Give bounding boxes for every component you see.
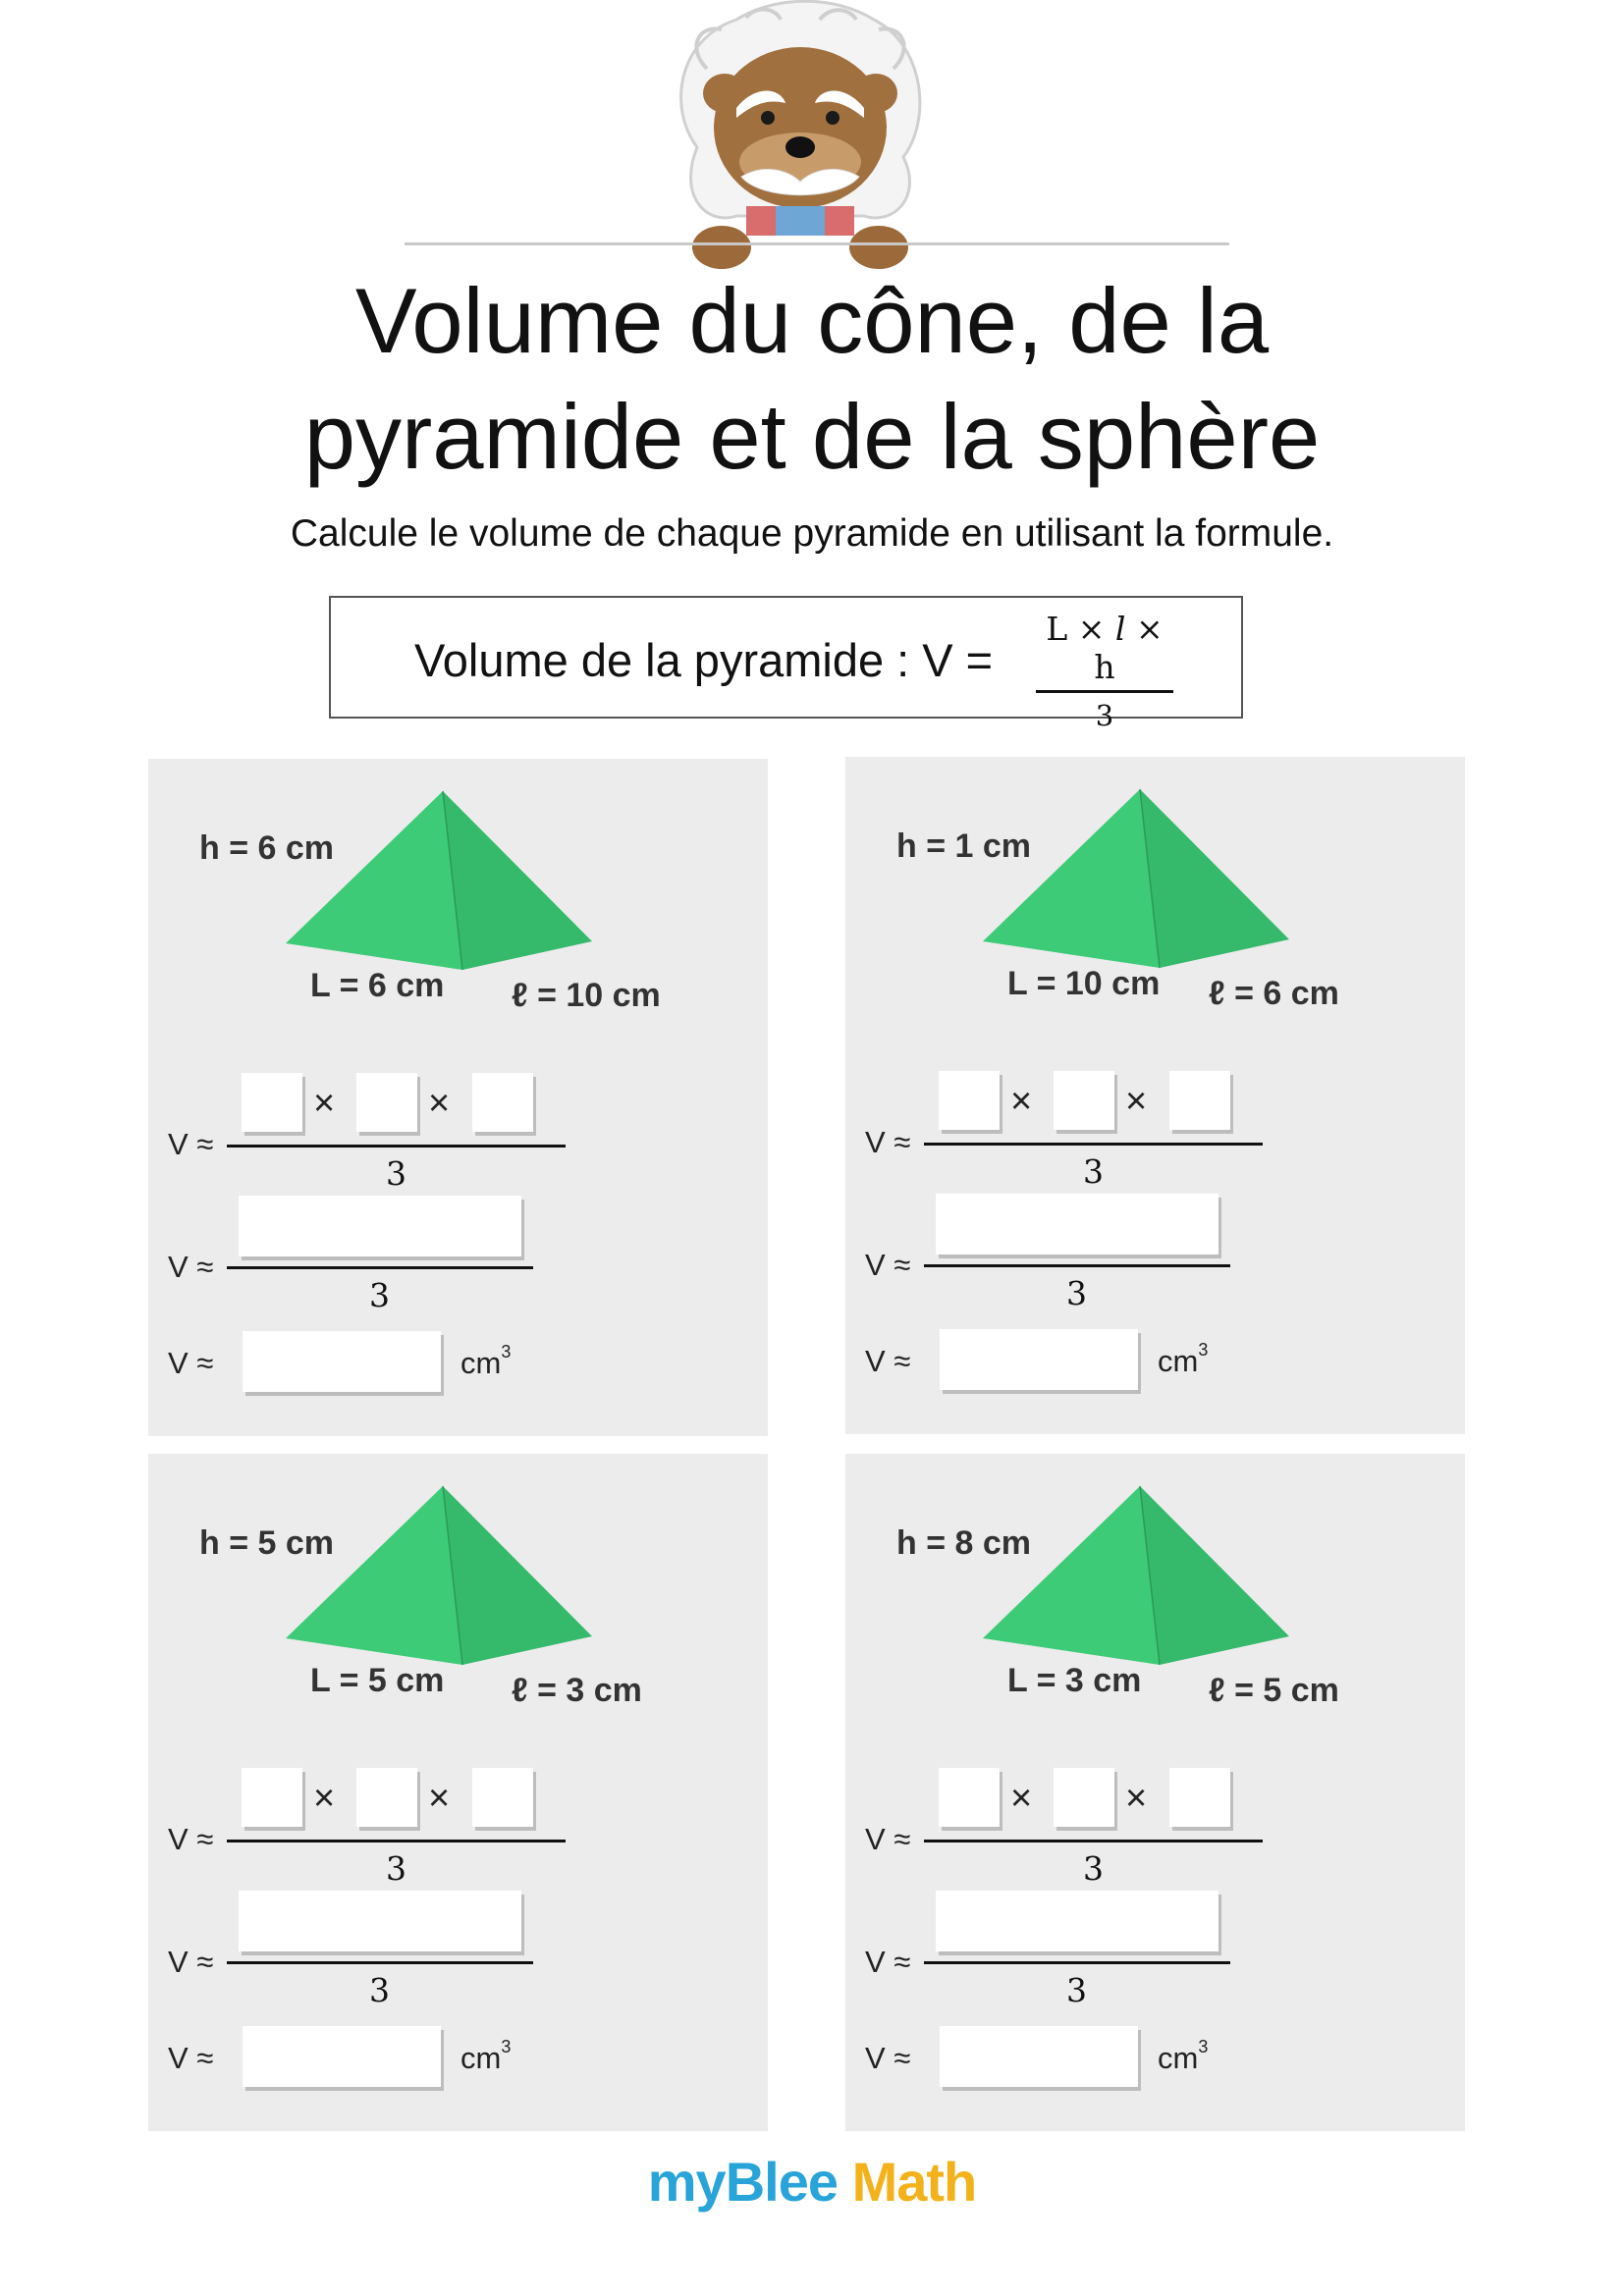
times-sign: × bbox=[1125, 1081, 1148, 1122]
length-label: L = 3 cm bbox=[1007, 1662, 1142, 1699]
formula-numerator: L × 𝑙 × h bbox=[1046, 610, 1164, 686]
factor-1-input[interactable] bbox=[242, 1073, 302, 1132]
v-prefix: V ≈ bbox=[168, 1822, 214, 1856]
v-prefix: V ≈ bbox=[168, 1346, 214, 1380]
unit-exponent: 3 bbox=[501, 2037, 512, 2056]
v-prefix: V ≈ bbox=[865, 1248, 911, 1282]
height-label: h = 8 cm bbox=[896, 1524, 1032, 1562]
unit-text: cm bbox=[460, 2041, 502, 2075]
divisor: 3 bbox=[386, 1849, 406, 1888]
factor-3-input[interactable] bbox=[472, 1768, 533, 1827]
unit-text: cm bbox=[460, 1346, 502, 1380]
fraction-bar bbox=[924, 1143, 1263, 1146]
product-input[interactable] bbox=[936, 1891, 1218, 1951]
height-label: h = 6 cm bbox=[199, 829, 335, 867]
page-title bbox=[0, 263, 1624, 495]
mascot-illustration bbox=[628, 0, 972, 280]
divisor: 3 bbox=[369, 1971, 390, 2009]
length-label: L = 6 cm bbox=[310, 967, 445, 1004]
result-input[interactable] bbox=[243, 1331, 441, 1392]
fraction-bar bbox=[227, 1266, 533, 1269]
unit-label bbox=[460, 1342, 512, 1381]
factor-2-input[interactable] bbox=[1054, 1768, 1114, 1827]
v-prefix: V ≈ bbox=[168, 1127, 214, 1161]
title-line-2: pyramide et de la sphère bbox=[303, 385, 1321, 488]
divisor: 3 bbox=[1066, 1274, 1087, 1312]
unit-exponent: 3 bbox=[501, 1342, 512, 1362]
fraction-bar bbox=[227, 1145, 566, 1148]
factor-3-input[interactable] bbox=[1169, 1071, 1230, 1130]
factor-1-input[interactable] bbox=[939, 1071, 1000, 1130]
formula-box bbox=[329, 596, 1243, 732]
result-input[interactable] bbox=[243, 2026, 441, 2087]
title-line-1: Volume du cône, de la bbox=[354, 269, 1270, 372]
v-prefix: V ≈ bbox=[865, 1822, 911, 1856]
divisor: 3 bbox=[1083, 1849, 1104, 1888]
unit-label bbox=[1158, 1340, 1209, 1379]
factor-1-input[interactable] bbox=[242, 1768, 302, 1827]
fraction-bar bbox=[924, 1961, 1230, 1964]
v-prefix: V ≈ bbox=[865, 1945, 911, 1979]
times-sign: × bbox=[313, 1083, 336, 1124]
times-sign: × bbox=[1010, 1081, 1033, 1122]
factor-3-input[interactable] bbox=[1169, 1768, 1230, 1827]
unit-label bbox=[1158, 2037, 1209, 2076]
factor-2-input[interactable] bbox=[1054, 1071, 1114, 1130]
fraction-bar bbox=[227, 1961, 533, 1964]
unit-text: cm bbox=[1158, 1344, 1199, 1378]
width-label: ℓ = 3 cm bbox=[512, 1672, 642, 1709]
pyramid-illustration bbox=[973, 1481, 1297, 1673]
header-rule bbox=[405, 242, 1229, 245]
result-input[interactable] bbox=[940, 1329, 1138, 1390]
width-label: ℓ = 10 cm bbox=[512, 977, 661, 1014]
pyramid-illustration bbox=[276, 786, 600, 978]
times-sign: × bbox=[1125, 1778, 1148, 1819]
v-prefix: V ≈ bbox=[168, 2041, 214, 2075]
logo-part-1: myBlee bbox=[647, 2151, 838, 2213]
logo-part-2: Math bbox=[851, 2151, 977, 2213]
instruction-text: Calcule le volume de chaque pyramide en utilisant la formule. bbox=[290, 512, 1334, 555]
v-prefix: V ≈ bbox=[168, 1945, 214, 1979]
divisor: 3 bbox=[369, 1276, 390, 1314]
factor-2-input[interactable] bbox=[356, 1768, 417, 1827]
factor-2-input[interactable] bbox=[356, 1073, 417, 1132]
formula-fraction bbox=[1036, 610, 1173, 732]
formula-denominator: 3 bbox=[1095, 699, 1114, 732]
length-label: L = 5 cm bbox=[310, 1662, 445, 1699]
product-input[interactable] bbox=[239, 1196, 521, 1256]
product-input[interactable] bbox=[239, 1891, 521, 1951]
v-prefix: V ≈ bbox=[865, 1344, 911, 1378]
factor-3-input[interactable] bbox=[472, 1073, 533, 1132]
pyramid-card-1 bbox=[148, 759, 768, 1436]
formula-label: Volume de la pyramide : V = bbox=[414, 634, 994, 686]
v-prefix: V ≈ bbox=[865, 1125, 911, 1159]
divisor: 3 bbox=[1066, 1971, 1087, 2009]
fraction-bar bbox=[924, 1264, 1230, 1267]
times-sign: × bbox=[1010, 1778, 1033, 1819]
pyramid-card-3 bbox=[148, 1454, 768, 2131]
unit-label bbox=[460, 2037, 512, 2076]
times-sign: × bbox=[428, 1083, 451, 1124]
pyramid-illustration bbox=[276, 1481, 600, 1673]
times-sign: × bbox=[313, 1778, 336, 1819]
factor-1-input[interactable] bbox=[939, 1768, 1000, 1827]
pyramid-illustration bbox=[973, 784, 1297, 976]
height-label: h = 5 cm bbox=[199, 1524, 335, 1562]
fraction-bar bbox=[924, 1840, 1263, 1842]
pyramid-card-2 bbox=[845, 757, 1465, 1434]
divisor: 3 bbox=[1083, 1152, 1104, 1191]
height-label: h = 1 cm bbox=[896, 828, 1032, 865]
width-label: ℓ = 5 cm bbox=[1209, 1672, 1339, 1709]
unit-exponent: 3 bbox=[1198, 1340, 1209, 1360]
pyramid-card-4 bbox=[845, 1454, 1465, 2131]
brand-logo bbox=[0, 2150, 1624, 2214]
v-prefix: V ≈ bbox=[168, 1250, 214, 1284]
length-label: L = 10 cm bbox=[1007, 965, 1161, 1002]
fraction-bar bbox=[227, 1840, 566, 1842]
unit-exponent: 3 bbox=[1198, 2037, 1209, 2056]
product-input[interactable] bbox=[936, 1194, 1218, 1255]
unit-text: cm bbox=[1158, 2041, 1199, 2075]
times-sign: × bbox=[428, 1778, 451, 1819]
v-prefix: V ≈ bbox=[865, 2041, 911, 2075]
divisor: 3 bbox=[386, 1154, 406, 1193]
width-label: ℓ = 6 cm bbox=[1209, 975, 1339, 1012]
result-input[interactable] bbox=[940, 2026, 1138, 2087]
